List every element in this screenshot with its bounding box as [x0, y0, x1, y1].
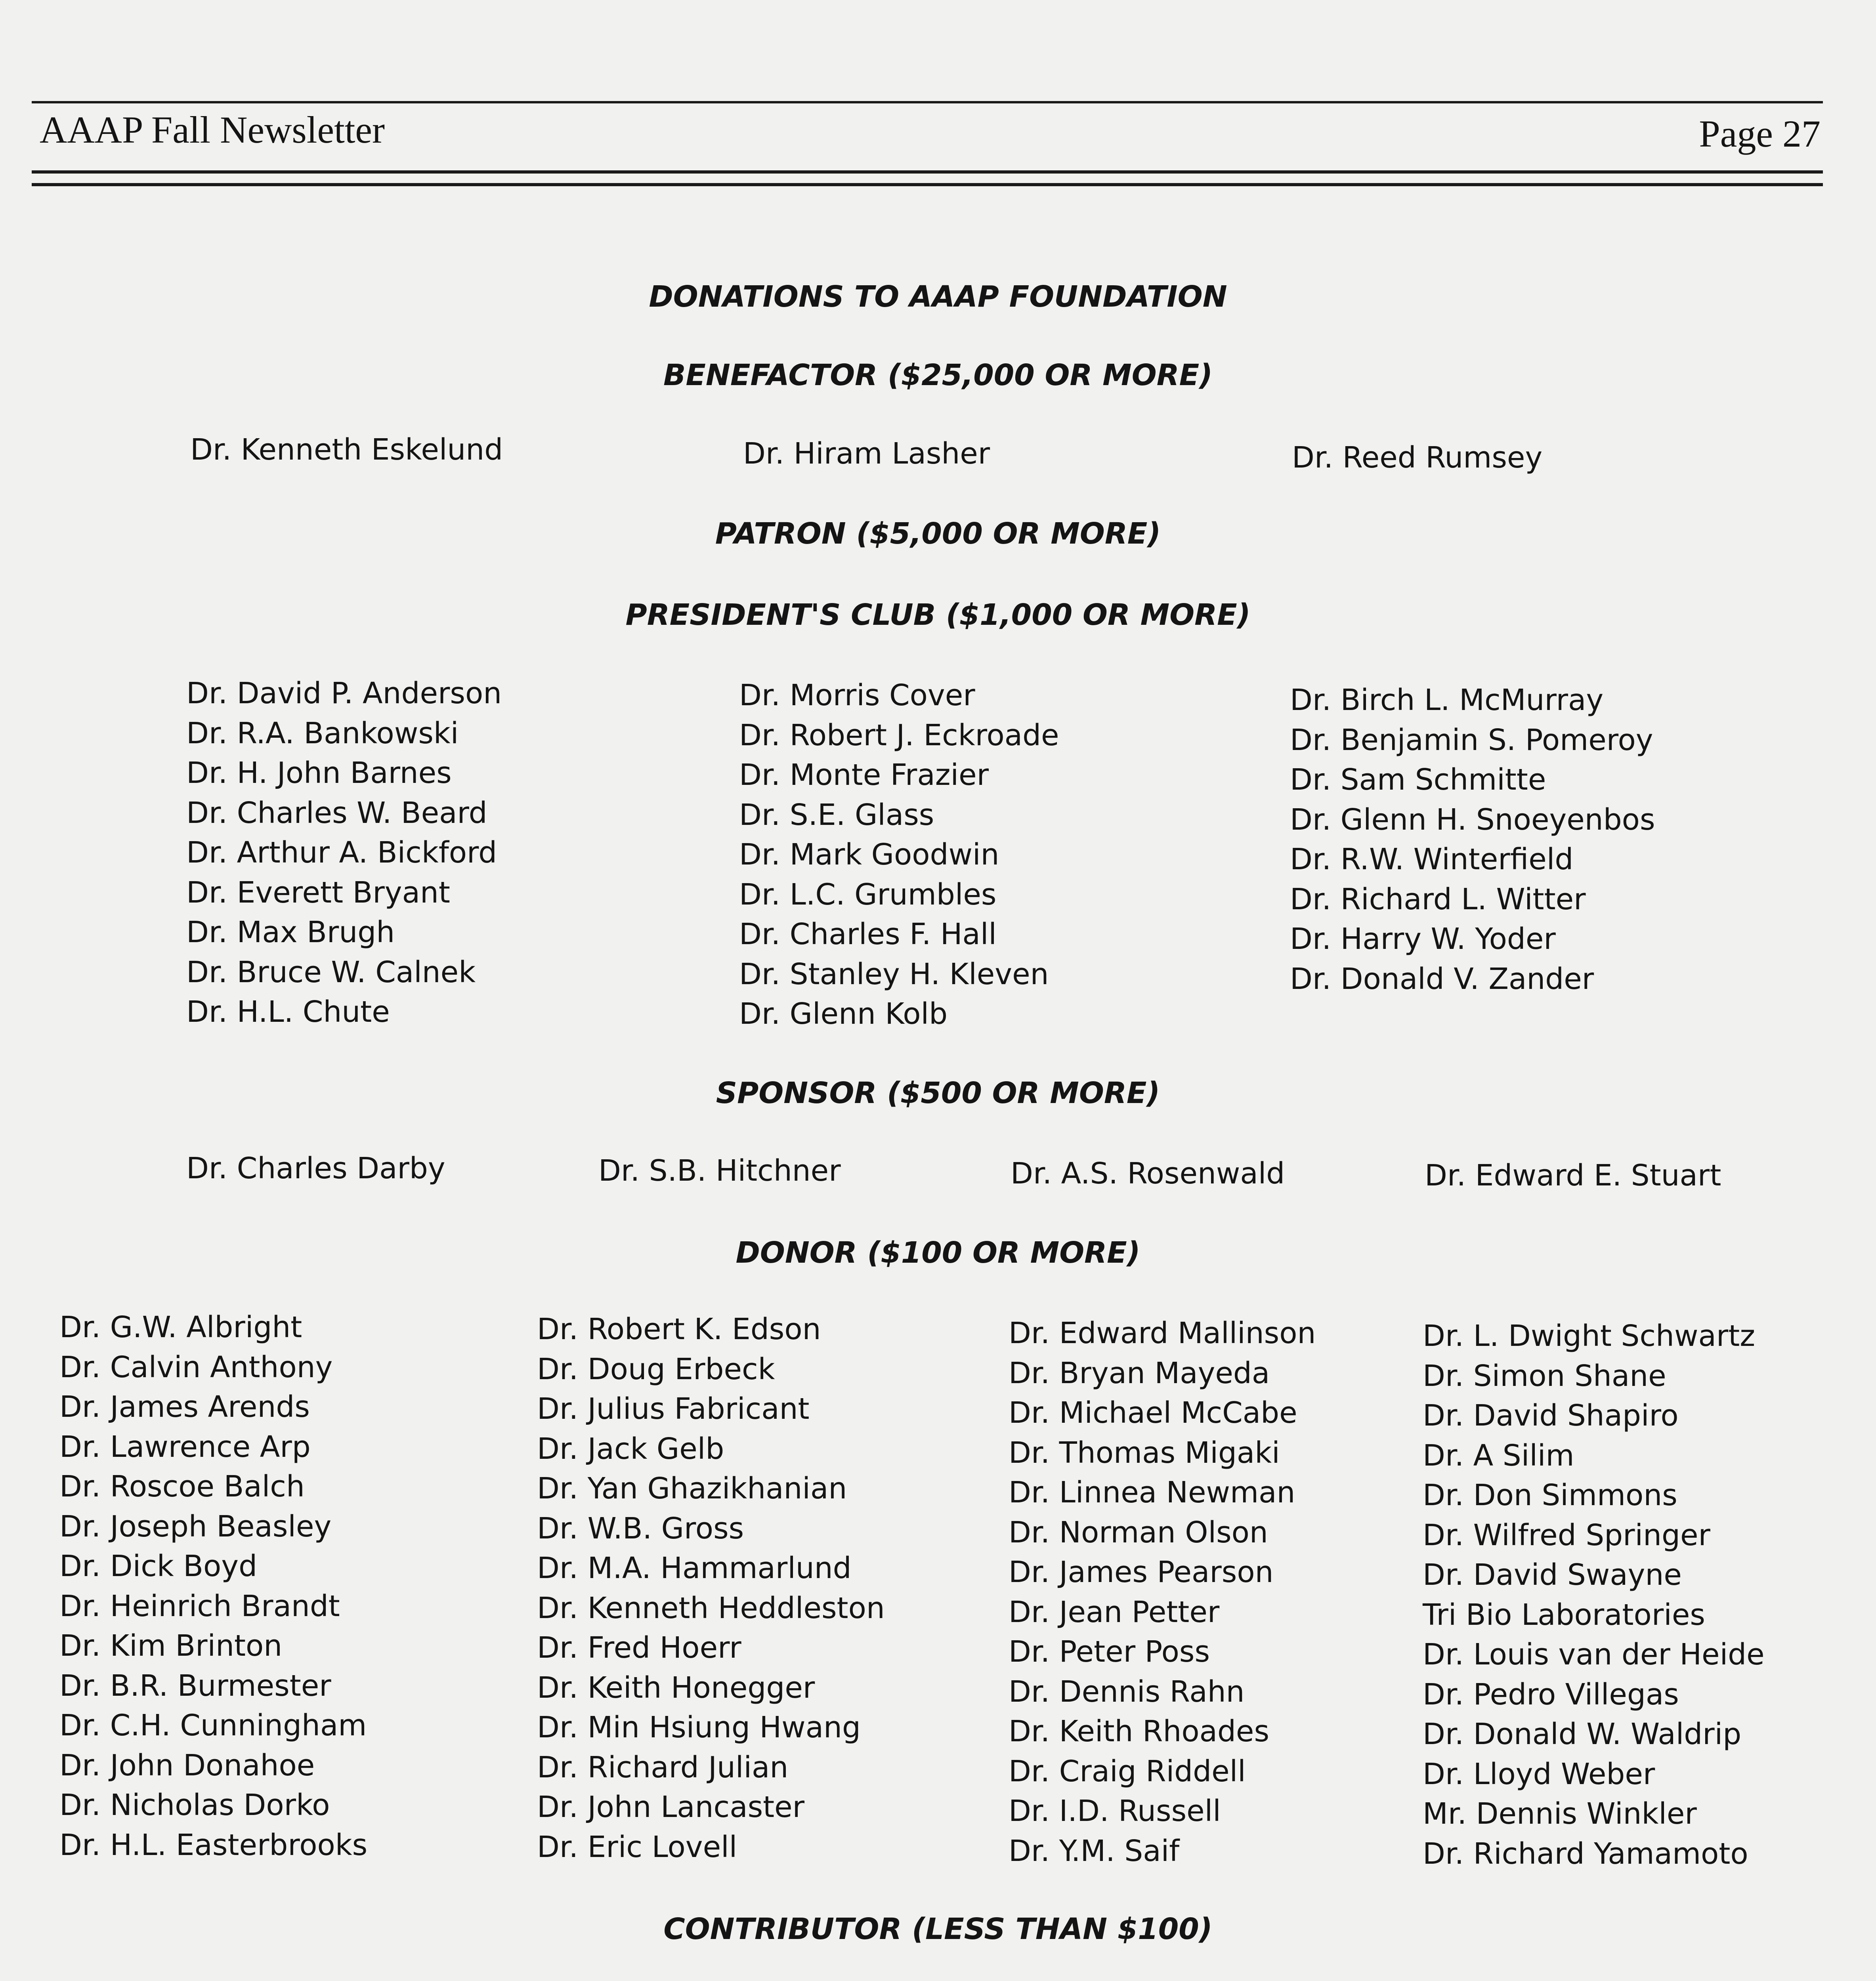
donor-name: Dr. Lloyd Weber — [1423, 1757, 1655, 1791]
donor-name: Tri Bio Laboratories — [1423, 1597, 1705, 1632]
donor-name: Dr. Lawrence Arp — [59, 1429, 311, 1464]
donor-name: Dr. Doug Erbeck — [537, 1352, 775, 1386]
donor-name: Dr. Benjamin S. Pomeroy — [1290, 723, 1653, 757]
donor-name: Mr. Dennis Winkler — [1423, 1797, 1697, 1831]
donor-name: Dr. S.E. Glass — [739, 798, 934, 832]
page-number: Page 27 — [1699, 113, 1821, 155]
sponsor-name: Dr. Edward E. Stuart — [1425, 1158, 1721, 1193]
donor-name: Dr. Dennis Rahn — [1009, 1674, 1245, 1709]
presidents-club-column-3 — [1290, 680, 1655, 999]
sponsor-name: Dr. S.B. Hitchner — [598, 1154, 841, 1188]
donor-name: Dr. James Pearson — [1009, 1555, 1274, 1589]
patron-heading: PATRON ($5,000 OR MORE) — [715, 517, 1161, 551]
donor-name: Dr. Glenn Kolb — [739, 997, 948, 1031]
donor-name: Dr. Max Brugh — [186, 915, 395, 949]
donor-name: Dr. Fred Hoerr — [537, 1631, 741, 1665]
donor-name: Dr. Linnea Newman — [1009, 1475, 1295, 1510]
benefactor-name: Dr. Reed Rumsey — [1292, 441, 1543, 475]
donor-name: Dr. John Lancaster — [537, 1790, 805, 1824]
donor-name: Dr. Yan Ghazikhanian — [537, 1471, 847, 1506]
donor-name: Dr. Donald W. Waldrip — [1423, 1717, 1742, 1751]
donor-name: Dr. Nicholas Dorko — [59, 1788, 330, 1822]
donor-name: Dr. David P. Anderson — [186, 676, 502, 710]
donor-name: Dr. Birch L. McMurray — [1290, 683, 1604, 717]
donor-name: Dr. Joseph Beasley — [59, 1509, 332, 1544]
donor-name: Dr. Craig Riddell — [1009, 1754, 1246, 1788]
donor-name: Dr. Mark Goodwin — [739, 838, 999, 872]
donor-name: Dr. Charles F. Hall — [739, 917, 997, 951]
donor-name: Dr. Dick Boyd — [59, 1549, 258, 1583]
donor-name: Dr. A Silim — [1423, 1438, 1574, 1473]
donor-name: Dr. I.D. Russell — [1009, 1794, 1221, 1828]
donor-name: Dr. Morris Cover — [739, 678, 975, 712]
benefactor-name: Dr. Kenneth Eskelund — [190, 433, 503, 467]
donor-column-1 — [59, 1307, 367, 1865]
donor-name: Dr. Heinrich Brandt — [59, 1589, 340, 1623]
donor-name: Dr. Michael McCabe — [1009, 1396, 1297, 1430]
donor-name: Dr. David Shapiro — [1423, 1399, 1679, 1433]
donor-name: Dr. Louis van der Heide — [1423, 1637, 1765, 1672]
header-bottom-rule-1 — [32, 170, 1823, 174]
donor-name: Dr. Jack Gelb — [537, 1431, 724, 1466]
donor-name: Dr. Julius Fabricant — [537, 1392, 810, 1426]
donor-name: Dr. Stanley H. Kleven — [739, 957, 1049, 991]
donor-name: Dr. Bruce W. Calnek — [186, 955, 476, 989]
donor-name: Dr. W.B. Gross — [537, 1511, 744, 1546]
donor-name: Dr. Kim Brinton — [59, 1629, 283, 1663]
donor-name: Dr. C.H. Cunningham — [59, 1708, 367, 1742]
sponsor-name: Dr. A.S. Rosenwald — [1011, 1157, 1285, 1191]
header-top-rule — [32, 101, 1823, 103]
donor-name: Dr. Keith Honegger — [537, 1670, 815, 1705]
presidents-club-heading: PRESIDENT'S CLUB ($1,000 OR MORE) — [625, 598, 1251, 632]
donor-name: Dr. Donald V. Zander — [1290, 962, 1594, 996]
donor-name: Dr. L. Dwight Schwartz — [1423, 1319, 1756, 1353]
donor-name: Dr. Glenn H. Snoeyenbos — [1290, 802, 1655, 837]
donor-column-3 — [1009, 1313, 1316, 1871]
sponsor-heading: SPONSOR ($500 OR MORE) — [716, 1076, 1160, 1110]
donor-name: Dr. B.R. Burmester — [59, 1668, 331, 1703]
donor-name: Dr. Jean Petter — [1009, 1595, 1220, 1629]
donor-name: Dr. Pedro Villegas — [1423, 1677, 1679, 1712]
donor-name: Dr. Sam Schmitte — [1290, 763, 1546, 797]
newsletter-title: AAAP Fall Newsletter — [40, 109, 385, 151]
donor-name: Dr. Thomas Migaki — [1009, 1435, 1280, 1470]
donor-name: Dr. Charles W. Beard — [186, 796, 487, 830]
header-bottom-rule-2 — [32, 183, 1823, 186]
donor-name: Dr. Bryan Mayeda — [1009, 1356, 1270, 1390]
contributor-heading: CONTRIBUTOR (LESS THAN $100) — [663, 1912, 1213, 1946]
donor-name: Dr. R.W. Winterfield — [1290, 842, 1574, 876]
donor-name: Dr. Min Hsiung Hwang — [537, 1710, 861, 1744]
donor-name: Dr. Richard Julian — [537, 1750, 789, 1784]
donor-name: Dr. Richard L. Witter — [1290, 882, 1586, 916]
donor-name: Dr. Keith Rhoades — [1009, 1714, 1270, 1748]
donor-heading: DONOR ($100 OR MORE) — [735, 1236, 1141, 1270]
donor-name: Dr. Peter Poss — [1009, 1635, 1210, 1669]
donor-name: Dr. Calvin Anthony — [59, 1350, 333, 1384]
donor-name: Dr. Wilfred Springer — [1423, 1518, 1710, 1552]
donor-name: Dr. Edward Mallinson — [1009, 1316, 1316, 1350]
donor-name: Dr. M.A. Hammarlund — [537, 1551, 852, 1585]
presidents-club-column-2 — [739, 676, 1059, 1034]
donor-column-4 — [1423, 1316, 1765, 1874]
donor-name: Dr. James Arends — [59, 1390, 310, 1424]
benefactor-heading: BENEFACTOR ($25,000 OR MORE) — [663, 358, 1213, 392]
donor-name: Dr. R.A. Bankowski — [186, 716, 459, 750]
donor-name: Dr. Roscoe Balch — [59, 1470, 305, 1504]
donor-name: Dr. H. John Barnes — [186, 756, 452, 790]
donor-name: Dr. Richard Yamamoto — [1423, 1836, 1748, 1871]
donor-name: Dr. Kenneth Heddleston — [537, 1591, 885, 1625]
donor-name: Dr. David Swayne — [1423, 1558, 1682, 1592]
donor-name: Dr. Don Simmons — [1423, 1478, 1677, 1512]
donor-column-2 — [537, 1309, 885, 1867]
donor-name: Dr. Robert K. Edson — [537, 1312, 821, 1346]
donor-name: Dr. Harry W. Yoder — [1290, 922, 1556, 956]
sponsor-name: Dr. Charles Darby — [186, 1151, 445, 1185]
donor-name: Dr. H.L. Chute — [186, 995, 390, 1029]
donor-name: Dr. Arthur A. Bickford — [186, 836, 497, 870]
donor-name: Dr. John Donahoe — [59, 1748, 315, 1783]
donor-name: Dr. Y.M. Saif — [1009, 1834, 1180, 1868]
donor-name: Dr. Everett Bryant — [186, 875, 450, 910]
benefactor-name: Dr. Hiram Lasher — [743, 437, 990, 471]
donor-name: Dr. Norman Olson — [1009, 1515, 1268, 1550]
donor-name: Dr. Simon Shane — [1423, 1359, 1666, 1393]
presidents-club-column-1 — [186, 674, 502, 1032]
donor-name: Dr. H.L. Easterbrooks — [59, 1828, 368, 1862]
donor-name: Dr. Eric Lovell — [537, 1830, 737, 1864]
main-title: DONATIONS TO AAAP FOUNDATION — [649, 280, 1227, 314]
donor-name: Dr. Monte Frazier — [739, 758, 989, 792]
donor-name: Dr. L.C. Grumbles — [739, 877, 997, 912]
donor-name: Dr. G.W. Albright — [59, 1310, 302, 1344]
donor-name: Dr. Robert J. Eckroade — [739, 718, 1059, 752]
